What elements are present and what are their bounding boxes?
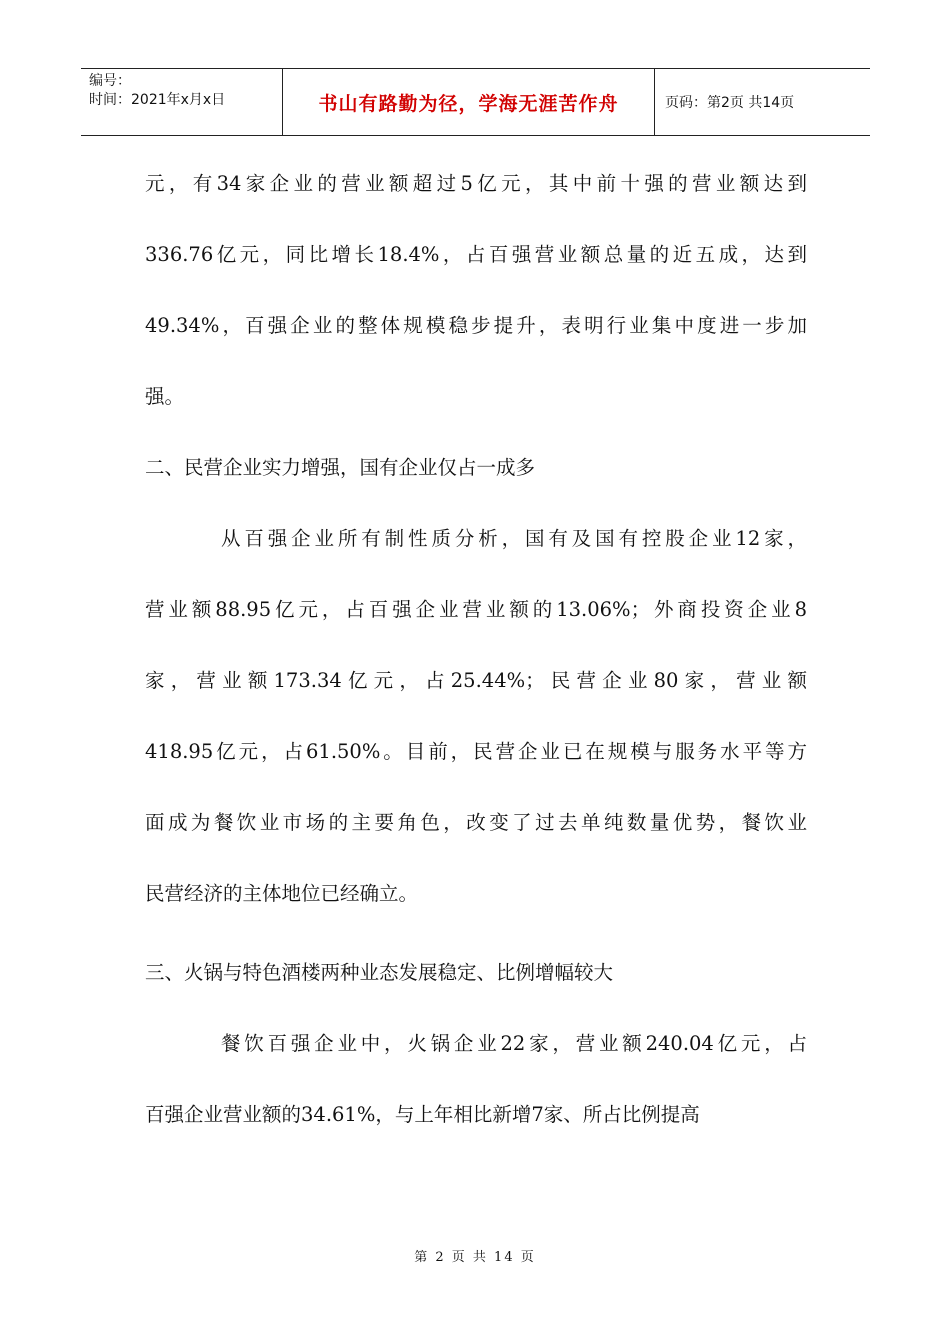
header-motto-cell xyxy=(283,69,655,135)
paragraph-line: 餐饮百强企业中，火锅企业22家，营业额240.04亿元，占 xyxy=(221,1032,807,1055)
document-body xyxy=(145,158,807,1160)
header-page-cell xyxy=(655,69,870,135)
paragraph-line: 百强企业营业额的34.61%，与上年相比新增7家、所占比例提高 xyxy=(145,1103,700,1126)
paragraph-line: 49.34%，百强企业的整体规模稳步提升，表明行业集中度进一步加 xyxy=(145,314,807,337)
document-number-label: 编号： xyxy=(89,73,131,89)
paragraph-line: 家，营业额173.34亿元，占25.44%；民营企业80家，营业额 xyxy=(145,669,807,692)
paragraph-line: 336.76亿元，同比增长18.4%，占百强营业额总量的近五成，达到 xyxy=(145,243,807,266)
paragraph-line: 民营经济的主体地位已经确立。 xyxy=(145,882,419,905)
paragraph-line: 营业额88.95亿元，占百强企业营业额的13.06%；外商投资企业8 xyxy=(145,598,807,621)
paragraph-line: 元，有34家企业的营业额超过5亿元，其中前十强的营业额达到 xyxy=(145,172,807,195)
header-motto: 书山有路勤为径，学海无涯苦作舟 xyxy=(318,92,619,115)
section-heading: 三、火锅与特色酒楼两种业态发展稳定、比例增幅较大 xyxy=(145,961,614,984)
paragraph-line: 面成为餐饮业市场的主要角色，改变了过去单纯数量优势，餐饮业 xyxy=(145,811,807,834)
paragraph-line: 418.95亿元，占61.50%。目前，民营企业已在规模与服务水平等方 xyxy=(145,740,807,763)
document-header xyxy=(81,68,870,136)
header-meta xyxy=(81,69,283,135)
paragraph-line: 强。 xyxy=(145,385,185,408)
document-time-label: 时间：2021年x月x日 xyxy=(89,92,226,108)
paragraph-gap xyxy=(145,939,807,947)
section-heading: 二、民营企业实力增强，国有企业仅占一成多 xyxy=(145,456,536,479)
paragraph-line: 从百强企业所有制性质分析，国有及国有控股企业12家， xyxy=(221,527,807,550)
page-footer: 第 2 页 共 14 页 xyxy=(414,1250,536,1265)
header-page-label: 页码：第2页 共14页 xyxy=(665,95,795,111)
